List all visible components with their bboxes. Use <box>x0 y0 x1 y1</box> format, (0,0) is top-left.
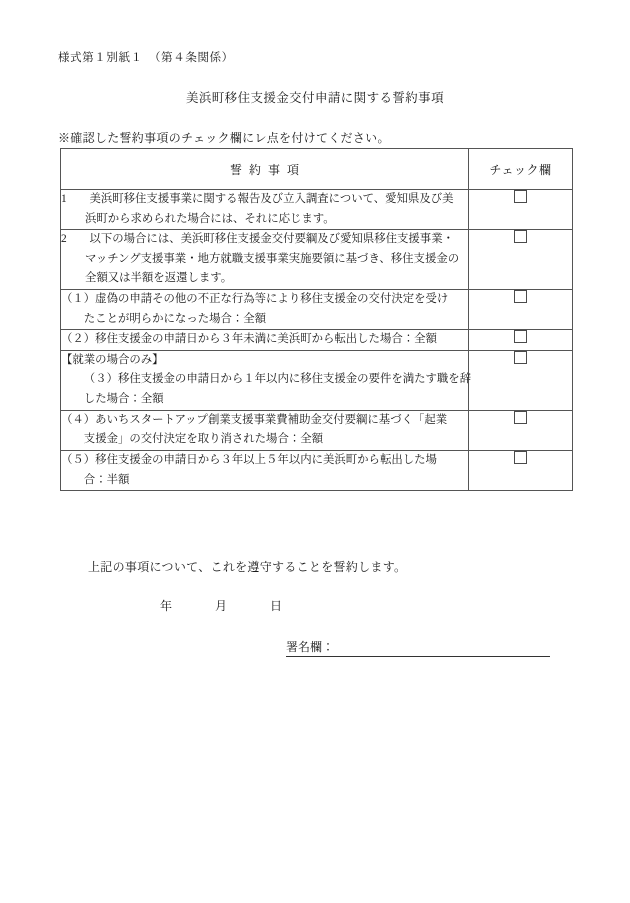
pledge-item-text <box>61 450 469 490</box>
table-row <box>61 410 573 450</box>
checkbox[interactable] <box>514 451 527 464</box>
table-row <box>61 290 573 330</box>
signature-write-line[interactable] <box>334 642 550 657</box>
pledge-item-checkbox-cell[interactable] <box>469 330 573 351</box>
pledge-item-line: 全額又は半額を返還します。 <box>84 272 233 285</box>
pledge-item-line: （２）移住支援金の申請日から３年未満に美浜町から転出した場合：全額 <box>61 333 437 346</box>
pledge-item-line: マッチング支援事業・地方就職支援事業実施要領に基づき、移住支援金の <box>84 252 460 265</box>
checkbox[interactable] <box>514 351 527 364</box>
pledge-item-text <box>61 190 469 230</box>
table-row <box>61 450 573 490</box>
date-day-label: 日 <box>270 599 283 613</box>
table-header-check-column <box>469 149 573 190</box>
pledge-statement: 上記の事項について、これを遵守することを誓約します。 <box>88 560 407 574</box>
instruction-note: ※確認した誓約事項のチェック欄にレ点を付けてください。 <box>58 131 390 145</box>
pledge-item-checkbox-cell[interactable] <box>469 410 573 450</box>
pledge-item-line: 1 美浜町移住支援事業に関する報告及び立入調査について、愛知県及び美 <box>61 193 454 205</box>
pledge-item-text <box>61 230 469 290</box>
pledge-item-line: （３）移住支援金の申請日から１年以内に移住支援金の要件を満たす職を辞 <box>83 373 472 386</box>
checkbox[interactable] <box>514 190 527 203</box>
pledge-item-line: した場合：全額 <box>83 393 164 406</box>
table-header-check-label: チェック欄 <box>489 162 552 177</box>
table-row <box>61 350 573 410</box>
form-identifier: 様式第１別紙１ （第４条関係） <box>58 52 234 64</box>
pledge-item-line: （５）移住支援金の申請日から３年以上５年以内に美浜町から転出した場 <box>61 453 437 466</box>
table-row <box>61 190 573 230</box>
date-year-label: 年 <box>160 599 173 613</box>
checkbox[interactable] <box>514 411 527 424</box>
pledge-item-line: 2 以下の場合には、美浜町移住支援金交付要綱及び愛知県移住支援事業・ <box>61 233 454 246</box>
pledge-item-line: 浜町から求められた場合には、それに応じます。 <box>84 212 335 225</box>
table-row <box>61 330 573 351</box>
signature-field[interactable] <box>286 638 550 657</box>
pledge-item-text <box>61 330 469 351</box>
date-month-label: 月 <box>215 599 228 613</box>
pledge-item-checkbox-cell[interactable] <box>469 290 573 330</box>
table-row <box>61 230 573 290</box>
pledge-item-text <box>61 350 472 410</box>
pledge-item-line: 【就業の場合のみ】 <box>61 353 164 366</box>
pledge-item-line: たことが明らかになった場合：全額 <box>83 312 267 325</box>
pledge-item-checkbox-cell[interactable] <box>469 450 573 490</box>
page-title: 美浜町移住支援金交付申請に関する誓約事項 <box>185 91 444 105</box>
pledge-item-line: 合：半額 <box>83 473 130 486</box>
pledge-items-table <box>60 148 573 491</box>
pledge-item-checkbox-cell[interactable] <box>469 230 573 290</box>
checkbox[interactable] <box>514 330 527 343</box>
table-header-text-label: 誓約事項 <box>229 162 306 177</box>
pledge-item-line: 支援金」の交付決定を取り消された場合：全額 <box>83 433 324 446</box>
pledge-item-checkbox-cell[interactable] <box>469 350 573 410</box>
pledge-item-text <box>61 290 469 330</box>
date-entry-line <box>160 597 282 614</box>
pledge-item-checkbox-cell[interactable] <box>469 190 573 230</box>
signature-label: 署名欄： <box>286 638 334 657</box>
table-header-text-column <box>61 149 469 190</box>
pledge-item-text <box>61 410 469 450</box>
checkbox[interactable] <box>514 290 527 303</box>
table-header-row <box>61 149 573 190</box>
checkbox[interactable] <box>514 230 527 243</box>
pledge-item-line: （１）虚偽の申請その他の不正な行為等により移住支援金の交付決定を受け <box>61 293 449 306</box>
pledge-item-line: （４）あいちスタートアップ創業支援事業費補助金交付要綱に基づく「起業 <box>61 413 448 426</box>
